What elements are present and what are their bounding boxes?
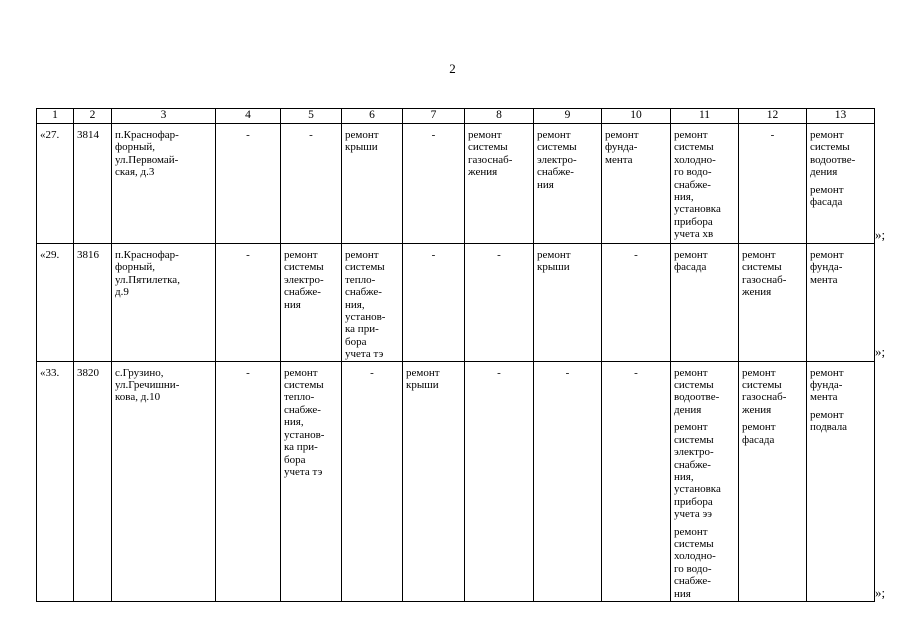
page-number: 2 xyxy=(449,61,456,76)
cell-text: - xyxy=(565,366,570,379)
table-cell-col-12 xyxy=(739,124,807,244)
table-cell-col-1 xyxy=(37,361,74,601)
column-header-13: 13 xyxy=(807,109,875,124)
table-cell-col-6 xyxy=(342,361,403,601)
table-header-row xyxy=(37,109,875,124)
cell-text: - xyxy=(370,366,374,379)
table-row xyxy=(37,124,875,244)
cell-text: - xyxy=(431,129,436,141)
cell-text: с.Грузино, ул.Гречишни- кова, д.10 xyxy=(115,366,180,404)
cell-text: «29. xyxy=(40,249,60,261)
cell-text: - xyxy=(431,249,436,261)
cell-text: ремонт фасада xyxy=(742,421,776,446)
table-cell-col-13 xyxy=(807,244,875,362)
cell-text: ремонт системы электро- снабже- ния, установка прибора учета ээ xyxy=(674,421,721,521)
cell-text: «33. xyxy=(40,366,60,379)
table-cell-col-8 xyxy=(465,361,534,601)
table-cell-col-6 xyxy=(342,244,403,362)
table-cell-col-2 xyxy=(74,361,112,601)
cell-text: ремонт системы холодно- го водо- снабже- ния xyxy=(674,525,716,600)
cell-text: ремонт фунда- мента xyxy=(810,366,844,404)
cell-text: ремонт системы газоснаб- жения xyxy=(742,249,787,299)
cell-text: ремонт системы холодно- го водо- снабже- ния, установка прибора учета хв xyxy=(674,129,721,241)
cell-text: 3814 xyxy=(77,129,99,141)
table-cell-col-13 xyxy=(807,124,875,244)
cell-text: ремонт подвала xyxy=(810,408,848,434)
cell-text: - xyxy=(497,366,501,379)
cell-text: ремонт крыши xyxy=(537,249,571,274)
column-header-12: 12 xyxy=(739,109,807,124)
table-row xyxy=(37,361,875,601)
row-closing-quote: »; xyxy=(875,344,886,359)
table-cell-col-10 xyxy=(602,361,671,601)
cell-text: ремонт фасада xyxy=(810,183,844,209)
cell-text: ремонт системы тепло- снабже- ния, установ- ка при- бора учета тэ xyxy=(345,249,386,361)
table-cell-col-10 xyxy=(602,244,671,362)
table-cell-col-4 xyxy=(216,361,281,601)
cell-text: ремонт системы электро- снабже- ния xyxy=(284,249,324,311)
table-cell-col-11 xyxy=(671,124,739,244)
table-cell-col-12 xyxy=(739,244,807,362)
table-cell-col-11 xyxy=(671,244,739,362)
cell-text: ремонт системы водоотве- дения xyxy=(674,366,720,416)
cell-text: ремонт крыши xyxy=(406,366,440,392)
table-cell-col-10 xyxy=(602,124,671,244)
table-row xyxy=(37,244,875,362)
table-cell-col-8 xyxy=(465,244,534,362)
cell-text: ремонт фунда- мента xyxy=(605,129,639,166)
table-cell-col-9 xyxy=(534,361,602,601)
table-cell-col-4 xyxy=(216,244,281,362)
table-cell-col-7 xyxy=(403,124,465,244)
table-cell-col-6 xyxy=(342,124,403,244)
table-cell-col-7 xyxy=(403,361,465,601)
cell-text: - xyxy=(770,129,775,141)
table-cell-col-8 xyxy=(465,124,534,244)
column-header-2: 2 xyxy=(74,109,112,124)
column-header-5: 5 xyxy=(281,109,342,124)
table-cell-col-3 xyxy=(112,361,216,601)
cell-text: ремонт фасада xyxy=(674,249,708,274)
table-cell-col-5 xyxy=(281,244,342,362)
cell-text: - xyxy=(497,249,501,261)
column-header-11: 11 xyxy=(671,109,739,124)
table-cell-col-5 xyxy=(281,361,342,601)
cell-text: - xyxy=(634,366,638,379)
column-header-1: 1 xyxy=(37,109,74,124)
column-header-3: 3 xyxy=(112,109,216,124)
table-cell-col-4 xyxy=(216,124,281,244)
table-cell-col-1 xyxy=(37,244,74,362)
column-header-10: 10 xyxy=(602,109,671,124)
table-cell-col-3 xyxy=(112,244,216,362)
cell-text: ремонт системы тепло- снабже- ния, установ- ка при- бора учета тэ xyxy=(284,366,325,478)
table-cell-col-13 xyxy=(807,361,875,601)
cell-text: ремонт крыши xyxy=(345,129,379,154)
cell-text: - xyxy=(246,249,250,261)
repair-schedule-table xyxy=(36,108,875,602)
cell-text: - xyxy=(634,249,638,261)
table-cell-col-9 xyxy=(534,124,602,244)
cell-text: ремонт системы водоотве- дения xyxy=(810,129,856,179)
table-cell-col-7 xyxy=(403,244,465,362)
cell-text: п.Краснофар- форный, ул.Первомай- ская, д.3 xyxy=(115,129,179,179)
table-cell-col-11 xyxy=(671,361,739,601)
column-header-8: 8 xyxy=(465,109,534,124)
column-header-7: 7 xyxy=(403,109,465,124)
cell-text: - xyxy=(246,129,250,141)
cell-text: 3820 xyxy=(77,366,99,379)
column-header-4: 4 xyxy=(216,109,281,124)
table-cell-col-12 xyxy=(739,361,807,601)
column-header-6: 6 xyxy=(342,109,403,124)
cell-text: ремонт системы газоснаб- жения xyxy=(742,366,787,416)
table-cell-col-9 xyxy=(534,244,602,362)
table-cell-col-2 xyxy=(74,124,112,244)
row-closing-quote: »; xyxy=(875,585,886,600)
cell-text: п.Краснофар- форный, ул.Пятилетка, д.9 xyxy=(115,249,180,299)
column-header-9: 9 xyxy=(534,109,602,124)
cell-text: ремонт системы электро- снабже- ния xyxy=(537,129,577,191)
cell-text: 3816 xyxy=(77,249,99,261)
table-cell-col-2 xyxy=(74,244,112,362)
table-cell-col-5 xyxy=(281,124,342,244)
row-closing-quote: »; xyxy=(875,227,886,242)
table-cell-col-3 xyxy=(112,124,216,244)
cell-text: ремонт системы газоснаб- жения xyxy=(468,129,513,179)
cell-text: - xyxy=(309,129,313,141)
cell-text: - xyxy=(246,366,250,379)
cell-text: «27. xyxy=(40,129,60,141)
table-cell-col-1 xyxy=(37,124,74,244)
cell-text: ремонт фунда- мента xyxy=(810,249,844,286)
